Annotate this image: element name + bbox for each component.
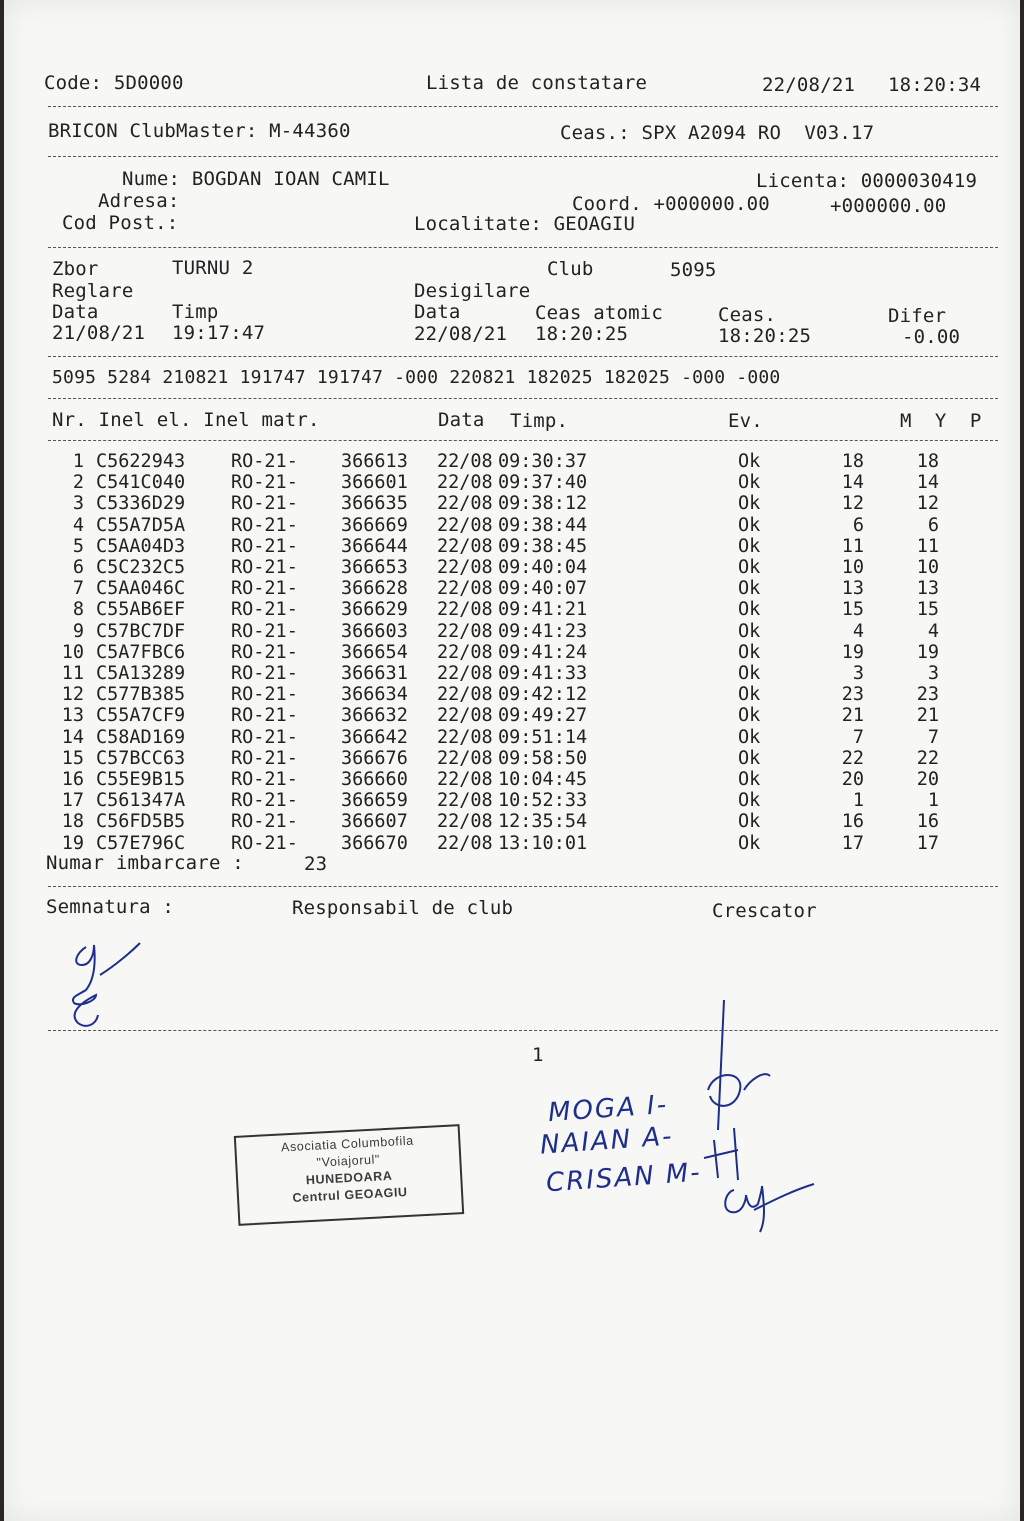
electronic-ring: C577B385 [96,684,186,706]
arrival-time: 09:38:45 [498,535,588,557]
ring-prefix: RO-21- [231,769,298,790]
separator [48,1030,998,1031]
atomic-clock-label: Ceas atomic [535,302,664,324]
club-stamp [234,1124,464,1226]
ring-number: 366644 [341,535,408,557]
event-status: Ok [738,705,761,727]
ring-prefix: RO-21- [231,790,298,812]
electronic-ring: C57BCC63 [96,747,186,769]
arrival-time: 09:37:40 [498,472,588,494]
print-date: 22/08/21 [762,74,856,96]
arrival-date: 22/08 [437,493,493,515]
setting-date-label: Data [52,301,99,323]
separator [48,356,998,357]
ring-number: 366642 [341,726,408,748]
clubmaster-id: BRICON ClubMaster: M-44360 [48,120,351,142]
y-value: 6 [927,514,939,536]
y-value: 7 [927,726,939,748]
arrival-date: 22/08 [437,557,493,578]
row-number: 16 [61,769,84,790]
coordinates: Coord. +000000.00 [572,193,770,215]
row-number: 12 [61,684,84,706]
y-value: 4 [927,620,939,642]
event-status: Ok [738,620,761,642]
table-row [4,578,1020,599]
difference-value: -0.00 [902,326,961,348]
club-responsible-label: Responsabil de club [292,897,514,919]
arrival-date: 22/08 [437,684,493,706]
electronic-ring: C561347A [96,790,186,812]
event-status: Ok [738,684,761,706]
atomic-clock-time: 18:20:25 [535,323,629,345]
arrival-time: 09:41:21 [498,599,588,621]
ring-prefix: RO-21- [231,578,298,600]
event-status: Ok [738,578,761,600]
ring-number: 366670 [341,832,408,854]
table-row [4,748,1020,769]
row-number: 15 [61,747,84,769]
arrival-time: 10:52:33 [498,790,588,812]
arrival-date: 22/08 [437,790,493,812]
row-number: 17 [61,790,84,812]
row-number: 11 [61,663,84,684]
arrival-time: 12:35:54 [498,811,588,833]
clock-time: 18:20:25 [718,325,812,347]
coordinates-2: +000000.00 [830,195,947,217]
breeder-label: Crescator [712,900,817,922]
ring-prefix: RO-21- [231,493,298,515]
table-row [4,769,1020,790]
event-status: Ok [738,557,761,578]
electronic-ring: C55A7D5A [96,514,186,536]
row-number: 3 [72,493,84,515]
table-row [4,727,1020,748]
y-value: 16 [916,811,939,833]
stamp-line: "Voiajorul" [316,1152,381,1170]
row-number: 2 [72,472,84,494]
ring-prefix: RO-21- [231,620,298,642]
electronic-ring: C5A7FBC6 [96,641,186,663]
setting-label: Reglare [52,280,134,302]
row-number: 10 [61,641,84,663]
y-value: 18 [916,451,939,472]
separator [48,886,998,887]
m-value: 1 [852,790,864,812]
event-status: Ok [738,514,761,536]
arrival-date: 22/08 [437,663,493,684]
stamp-line: Asociatia Columbofila [280,1133,415,1155]
arrival-time: 09:40:04 [498,557,588,578]
arrival-time: 09:42:12 [498,684,588,706]
boarding-count: 23 [304,853,328,875]
ring-prefix: RO-21- [231,641,298,663]
arrival-date: 22/08 [437,726,493,748]
clock-id: Ceas.: SPX A2094 RO V03.17 [560,122,875,144]
electronic-ring: C56FD5B5 [96,811,186,833]
document-title: Lista de constatare [426,72,648,94]
event-status: Ok [738,769,761,790]
table-row [4,621,1020,642]
event-status: Ok [738,811,761,833]
unsealing-date-label: Data [414,301,461,323]
m-value: 3 [852,663,864,684]
table-row [4,642,1020,663]
ring-prefix: RO-21- [231,832,298,854]
y-value: 13 [916,578,939,600]
separator [48,398,998,399]
y-value: 3 [927,663,939,684]
ring-number: 366634 [341,684,408,706]
signature-label: Semnatura : [46,896,175,918]
ring-number: 366654 [341,641,408,663]
m-value: 6 [852,514,864,536]
event-status: Ok [738,641,761,663]
y-value: 19 [916,641,939,663]
arrival-date: 22/08 [437,472,493,494]
setting-time-label: Timp [172,301,219,323]
ring-number: 366601 [341,472,408,494]
arrival-date: 22/08 [437,832,493,854]
arrival-date: 22/08 [437,705,493,727]
boarding-count-label: Numar imbarcare : [46,852,244,874]
m-value: 22 [841,747,864,769]
ring-number: 366635 [341,493,408,515]
arrival-date: 22/08 [437,578,493,600]
table-row [4,663,1020,684]
arrival-time: 09:41:24 [498,641,588,663]
ring-prefix: RO-21- [231,472,298,494]
column-header-date: Data [438,409,485,431]
stamp-line: HUNEDOARA [305,1168,393,1188]
ring-number: 366632 [341,705,408,727]
table-row [4,790,1020,811]
arrival-time: 10:04:45 [498,769,588,790]
ring-prefix: RO-21- [231,705,298,727]
electronic-ring: C57BC7DF [96,620,186,642]
flight-label: Zbor [52,258,99,280]
ring-prefix: RO-21- [231,451,298,472]
m-value: 4 [852,620,864,642]
unsealing-label: Desigilare [414,280,531,302]
m-value: 17 [841,832,864,854]
row-number: 1 [72,451,84,472]
separator [48,247,998,248]
row-number: 4 [72,514,84,536]
m-value: 18 [841,451,864,472]
row-number: 19 [61,832,84,854]
y-value: 1 [927,790,939,812]
ring-number: 366659 [341,790,408,812]
table-row [4,472,1020,493]
electronic-ring: C5C232C5 [96,557,186,578]
club-label: Club [547,258,594,280]
arrival-time: 09:38:12 [498,493,588,515]
y-value: 12 [916,493,939,515]
arrival-date: 22/08 [437,535,493,557]
ring-number: 366631 [341,663,408,684]
table-row [4,811,1020,832]
ring-number: 366628 [341,578,408,600]
m-value: 23 [841,684,864,706]
y-value: 22 [916,747,939,769]
arrival-time: 13:10:01 [498,832,588,854]
column-header-event: Ev. [728,410,763,432]
ring-number: 366603 [341,620,408,642]
y-value: 10 [916,557,939,578]
arrival-date: 22/08 [437,811,493,833]
ring-prefix: RO-21- [231,726,298,748]
ring-number: 366660 [341,769,408,790]
ring-prefix: RO-21- [231,663,298,684]
m-value: 14 [841,472,864,494]
separator [48,106,998,107]
column-header-ring: Nr. Inel el. Inel matr. [52,409,320,431]
electronic-ring: C55A7CF9 [96,705,186,727]
setting-time: 19:17:47 [172,322,266,344]
paper-sheet [4,0,1020,1521]
ring-prefix: RO-21- [231,535,298,557]
ring-number: 366676 [341,747,408,769]
license-number: Licenta: 0000030419 [756,170,978,192]
handwritten-name: NAIAN A- [539,1121,675,1161]
m-value: 19 [841,641,864,663]
m-value: 12 [841,493,864,515]
row-number: 7 [72,578,84,600]
event-status: Ok [738,599,761,621]
event-status: Ok [738,790,761,812]
y-value: 14 [916,472,939,494]
column-header-myp: M Y P [900,410,982,432]
row-number: 18 [61,811,84,833]
address-label: Adresa: [98,190,180,212]
electronic-ring: C5AA046C [96,578,186,600]
separator [48,156,998,157]
table-row [4,536,1020,557]
postal-code-label: Cod Post.: [62,212,179,234]
row-number: 6 [72,557,84,578]
ring-prefix: RO-21- [231,684,298,706]
ring-number: 366653 [341,557,408,578]
arrival-date: 22/08 [437,769,493,790]
signature-1 [56,935,156,1035]
electronic-ring: C5336D29 [96,493,186,515]
event-status: Ok [738,832,761,854]
unsealing-date: 22/08/21 [414,323,508,345]
handwritten-name: CRISAN M- [545,1157,703,1199]
arrival-time: 09:41:23 [498,620,588,642]
stamp-line: Centrul GEOAGIU [292,1184,408,1205]
m-value: 10 [841,557,864,578]
electronic-ring: C5AA04D3 [96,535,186,557]
row-number: 9 [72,620,84,642]
table-row [4,515,1020,536]
handwritten-name: MOGA I- [547,1089,670,1129]
table-row [4,599,1020,620]
ring-prefix: RO-21- [231,811,298,833]
arrival-time: 09:30:37 [498,451,588,472]
m-value: 16 [841,811,864,833]
electronic-ring: C55AB6EF [96,599,186,621]
table-row [4,557,1020,578]
table-row [4,705,1020,726]
m-value: 15 [841,599,864,621]
ring-prefix: RO-21- [231,599,298,621]
y-value: 23 [916,684,939,706]
event-status: Ok [738,747,761,769]
arrival-date: 22/08 [437,641,493,663]
arrival-date: 22/08 [437,620,493,642]
row-number: 8 [72,599,84,621]
m-value: 20 [841,769,864,790]
arrival-time: 09:40:07 [498,578,588,600]
y-value: 17 [916,832,939,854]
club-number: 5095 [670,259,717,281]
handwritten-signatures [694,1000,834,1240]
ring-number: 366629 [341,599,408,621]
electronic-ring: C57E796C [96,832,186,854]
table-row [4,451,1020,472]
event-status: Ok [738,663,761,684]
arrival-date: 22/08 [437,599,493,621]
arrival-date: 22/08 [437,514,493,536]
separator [48,440,998,441]
m-value: 7 [852,726,864,748]
ring-number: 366607 [341,811,408,833]
y-value: 11 [916,535,939,557]
table-row [4,493,1020,514]
arrival-date: 22/08 [437,747,493,769]
table-row [4,684,1020,705]
event-status: Ok [738,493,761,515]
arrival-date: 22/08 [437,451,493,472]
electronic-ring: C55E9B15 [96,769,186,790]
y-value: 20 [916,769,939,790]
m-value: 21 [841,705,864,727]
event-status: Ok [738,472,761,494]
m-value: 11 [841,535,864,557]
page-number: 1 [532,1044,544,1066]
flight-name: TURNU 2 [172,257,254,279]
event-status: Ok [738,451,761,472]
event-status: Ok [738,535,761,557]
event-status: Ok [738,726,761,748]
document-code: Code: 5D0000 [44,72,184,94]
table-row [4,833,1020,854]
m-value: 13 [841,578,864,600]
electronic-ring: C58AD169 [96,726,186,748]
electronic-ring: C541C040 [96,472,186,494]
arrival-time: 09:49:27 [498,705,588,727]
column-header-time: Timp. [510,410,569,432]
arrival-time: 09:51:14 [498,726,588,748]
row-number: 5 [72,535,84,557]
row-number: 14 [61,726,84,748]
code-line: 5095 5284 210821 191747 191747 -000 220821 182025 182025 -000 -000 [52,367,781,388]
y-value: 21 [916,705,939,727]
ring-number: 366669 [341,514,408,536]
locality: Localitate: GEOAGIU [414,213,636,235]
arrival-time: 09:38:44 [498,514,588,536]
ring-prefix: RO-21- [231,747,298,769]
setting-date: 21/08/21 [52,322,146,344]
ring-prefix: RO-21- [231,514,298,536]
ring-prefix: RO-21- [231,557,298,578]
ring-number: 366613 [341,451,408,472]
y-value: 15 [916,599,939,621]
difference-label: Difer [888,305,947,327]
row-number: 13 [61,705,84,727]
print-time: 18:20:34 [888,74,982,96]
owner-name: Nume: BOGDAN IOAN CAMIL [122,168,390,190]
arrival-time: 09:58:50 [498,747,588,769]
electronic-ring: C5622943 [96,451,186,472]
clock-label: Ceas. [718,304,777,326]
electronic-ring: C5A13289 [96,663,186,684]
arrival-time: 09:41:33 [498,663,588,684]
